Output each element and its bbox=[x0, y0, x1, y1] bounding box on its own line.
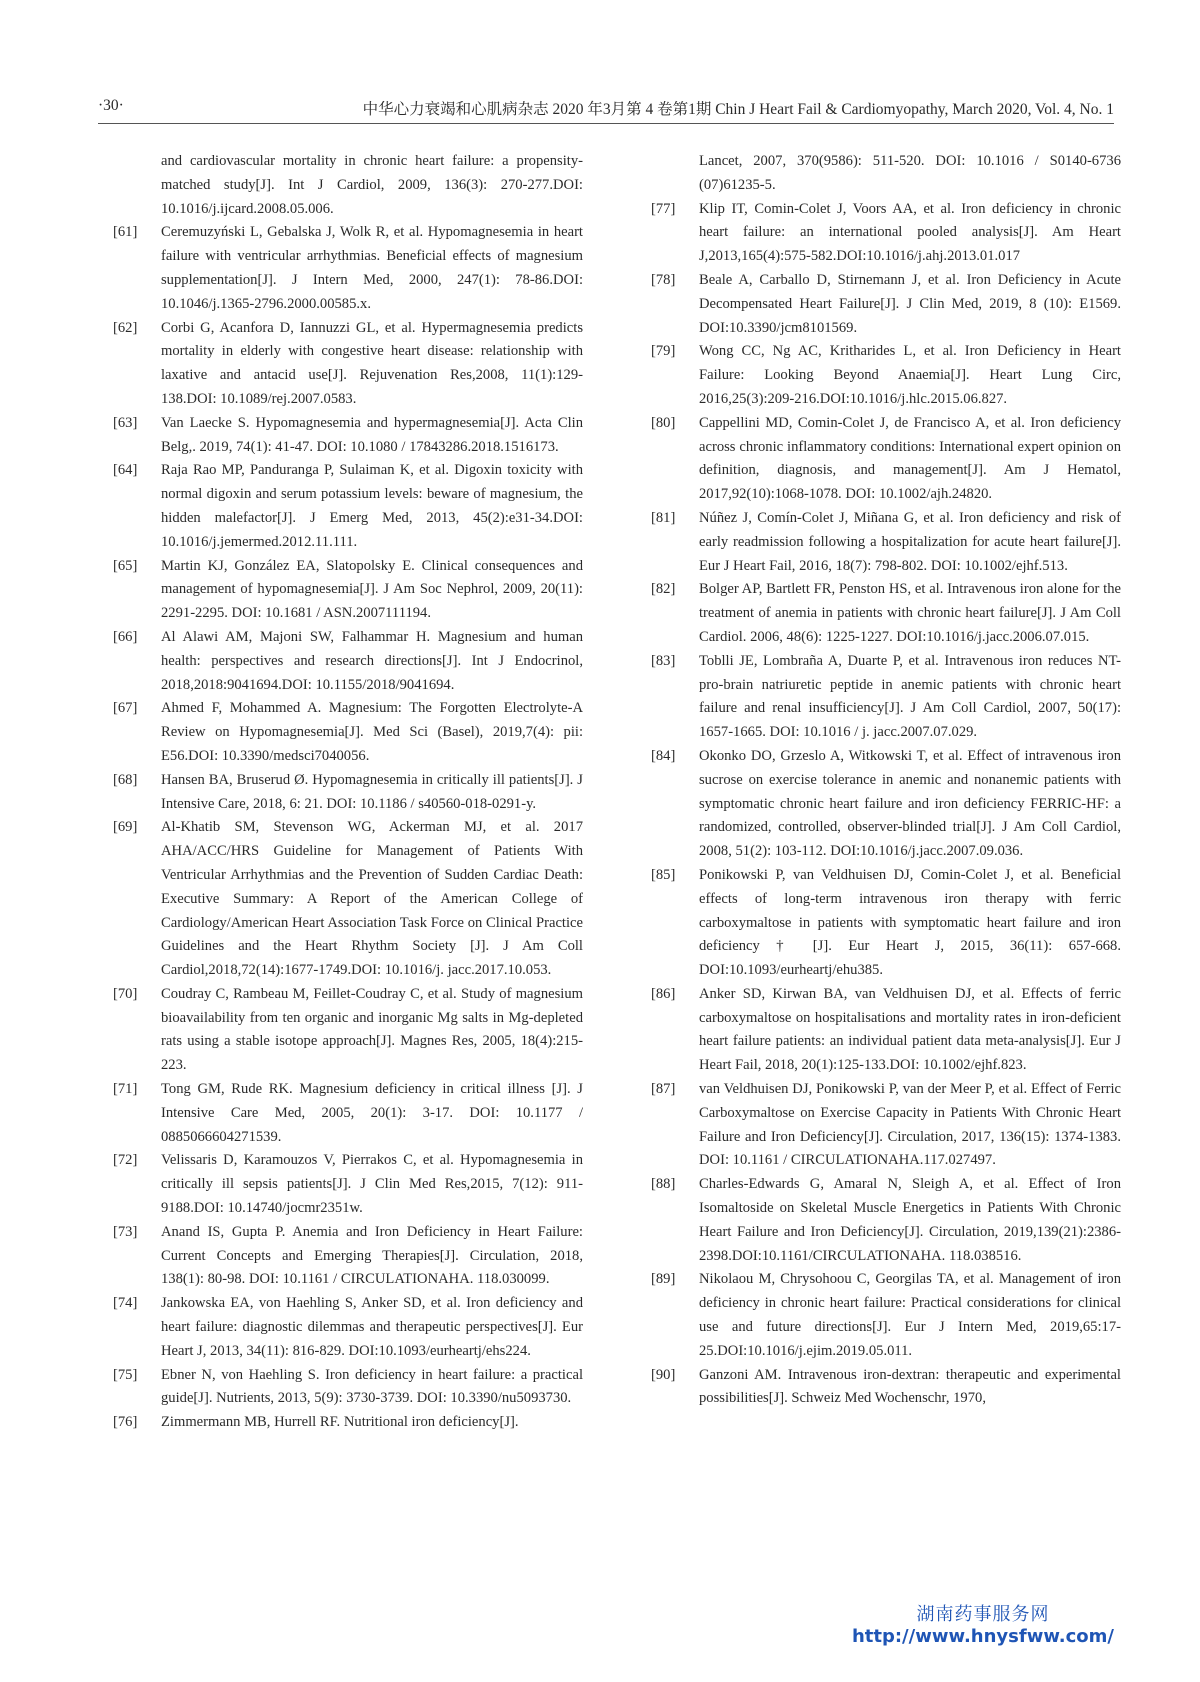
reference-number: [71] bbox=[113, 1081, 138, 1098]
reference-entry bbox=[651, 983, 1121, 1078]
reference-text: Van Laecke S. Hypomagnesemia and hypermagnesemia[J]. Acta Clin Belg,. 2019, 74(1): 41-47. DOI: 10.1080 / 17843286.2018.1516173. bbox=[161, 414, 583, 455]
reference-entry bbox=[651, 269, 1121, 340]
reference-number: [89] bbox=[651, 1271, 676, 1288]
reference-entry bbox=[113, 697, 583, 768]
reference-text: Ganzoni AM. Intravenous iron-dextran: therapeutic and experimental possibilities[J]. Schweiz Med Wochenschr, 1970, bbox=[699, 1366, 1121, 1407]
reference-text: Wong CC, Ng AC, Kritharides L, et al. Iron Deficiency in Heart Failure: Looking Beyond Anaemia[J]. Heart Lung Circ, 2016,25(3):209-216.DOI:10.1016/j.hlc.2015.06.827. bbox=[699, 343, 1121, 407]
reference-number: [77] bbox=[651, 200, 676, 217]
reference-entry bbox=[113, 1149, 583, 1220]
reference-number: [67] bbox=[113, 700, 138, 717]
reference-text: Ceremuzyński L, Gebalska J, Wolk R, et al. Hypomagnesemia in heart failure with ventricular arrhythmias. Beneficial effects of magnesium supplementation[J]. J Intern Med, 2000, 247(1): 78-86.DOI: 10.1046/j.1365-2796.2000.00585.x. bbox=[161, 224, 583, 312]
reference-number: [72] bbox=[113, 1152, 138, 1169]
header-rule bbox=[98, 123, 1114, 124]
reference-number: [61] bbox=[113, 224, 138, 241]
reference-text: Zimmermann MB, Hurrell RF. Nutritional iron deficiency[J]. bbox=[161, 1414, 519, 1431]
reference-text: van Veldhuisen DJ, Ponikowski P, van der Meer P, et al. Effect of Ferric Carboxymaltose on Exercise Capacity in Patients With Chronic Heart Failure and Iron Deficiency[J]. Circulation, 2017, 136(15): 1374-1383. DOI: 10.1161 / CIRCULATIONAHA.117.027497. bbox=[699, 1081, 1121, 1169]
reference-number: [76] bbox=[113, 1414, 138, 1431]
reference-number: [84] bbox=[651, 747, 676, 764]
reference-text: Bolger AP, Bartlett FR, Penston HS, et al. Intravenous iron alone for the treatment of anemia in patients with chronic heart failure[J]. J Am Coll Cardiol. 2006, 48(6): 1225-1227. DOI:10.1016/j.jacc.2006.07.015. bbox=[699, 581, 1121, 645]
reference-text: and cardiovascular mortality in chronic heart failure: a propensity-matched study[J]. Int J Cardiol, 2009, 136(3): 270-277.DOI: 10.1016/j.ijcard.2008.05.006. bbox=[161, 153, 583, 217]
reference-number: [69] bbox=[113, 819, 138, 836]
reference-entry bbox=[651, 507, 1121, 578]
reference-number: [63] bbox=[113, 414, 138, 431]
reference-number: [85] bbox=[651, 866, 676, 883]
reference-text: Velissaris D, Karamouzos V, Pierrakos C, et al. Hypomagnesemia in critically ill sepsis patients[J]. J Clin Med Res,2015, 7(12): 911-9188.DOI: 10.14740/jocmr2351w. bbox=[161, 1152, 583, 1217]
reference-number: [80] bbox=[651, 414, 676, 431]
reference-text: Corbi G, Acanfora D, Iannuzzi GL, et al. Hypermagnesemia predicts mortality in elderly with congestive heart disease: relationship with laxative and antacid use[J]. Rejuvenation Res,2008, 11(1):129-138.DOI: 10.1089/rej.2007.0583. bbox=[161, 319, 583, 407]
reference-text: Al Alawi AM, Majoni SW, Falhammar H. Magnesium and human health: perspectives and research directions[J]. Int J Endocrinol, 2018,2018:9041694.DOI: 10.1155/2018/9041694. bbox=[161, 628, 583, 693]
reference-text: Ahmed F, Mohammed A. Magnesium: The Forgotten Electrolyte-A Review on Hypomagnesemia[J]. Med Sci (Basel), 2019,7(4): pii: E56.DOI: 10.3390/medsci7040056. bbox=[161, 700, 583, 764]
reference-text: Tong GM, Rude RK. Magnesium deficiency in critical illness [J]. J Intensive Care Med, 2005, 20(1): 3-17. DOI: 10.1177 / 0885066604271539. bbox=[161, 1081, 583, 1145]
reference-text: Jankowska EA, von Haehling S, Anker SD, et al. Iron deficiency and heart failure: diagnostic dilemmas and therapeutic perspectives[J]. Eur Heart J, 2013, 34(11): 816-829. DOI:10.1093/eurheartj/ehs224. bbox=[161, 1295, 583, 1359]
page-header bbox=[98, 97, 1114, 119]
reference-entry bbox=[651, 198, 1121, 269]
reference-text: Raja Rao MP, Panduranga P, Sulaiman K, et al. Digoxin toxicity with normal digoxin and serum potassium levels: beware of magnesium, the hidden malefactor[J]. J Emerg Med, 2013, 45(2):e31-34.DOI: 10.1016/j.jemermed.2012.11.111. bbox=[161, 462, 583, 550]
reference-number: [86] bbox=[651, 985, 676, 1002]
reference-entry bbox=[113, 1364, 583, 1412]
reference-text: Okonko DO, Grzeslo A, Witkowski T, et al. Effect of intravenous iron sucrose on exercise tolerance in anemic and nonanemic patients with symptomatic chronic heart failure and iron deficiency FERRIC-HF: a randomized, controlled, observer-blinded trial[J]. J Am Coll Cardiol, 2008, 51(2): 103-112. DOI:10.1016/j.jacc.2007.09.036. bbox=[699, 747, 1121, 860]
reference-text: Al-Khatib SM, Stevenson WG, Ackerman MJ, et al. 2017 AHA/ACC/HRS Guideline for Management of Patients With Ventricular Arrhythmias and the Prevention of Sudden Cardiac Death: Executive Summary: A Report of the American College of Cardiology/American Heart Association Task Force on Clinical Practice Guidelines and the Heart Rhythm Society [J]. J Am Coll Cardiol,2018,72(14):1677-1749.DOI: 10.1016/j. jacc.2017.10.053. bbox=[161, 819, 583, 979]
reference-number: [73] bbox=[113, 1223, 138, 1240]
reference-text: Hansen BA, Bruserud Ø. Hypomagnesemia in critically ill patients[J]. J Intensive Care, 2018, 6: 21. DOI: 10.1186 / s40560-018-0291-y. bbox=[161, 771, 583, 812]
reference-entry bbox=[113, 626, 583, 697]
reference-number: [87] bbox=[651, 1081, 676, 1098]
reference-number: [68] bbox=[113, 771, 138, 788]
left-reference-column bbox=[113, 150, 583, 1435]
right-reference-column bbox=[651, 150, 1121, 1411]
reference-entry bbox=[651, 1268, 1121, 1363]
reference-text: Klip IT, Comin-Colet J, Voors AA, et al. Iron deficiency in chronic heart failure: an international pooled analysis[J]. Am Heart J,2013,165(4):575-582.DOI:10.1016/j.ahj.2013.01.017 bbox=[699, 200, 1121, 265]
reference-entry bbox=[113, 317, 583, 412]
reference-number: [90] bbox=[651, 1366, 676, 1383]
reference-number: [78] bbox=[651, 271, 676, 288]
reference-entry bbox=[113, 150, 583, 221]
reference-number: [75] bbox=[113, 1366, 138, 1383]
watermark-site-name: 湖南药事服务网 bbox=[916, 1604, 1050, 1625]
reference-text: Ebner N, von Haehling S. Iron deficiency in heart failure: a practical guide[J]. Nutrients, 2013, 5(9): 3730-3739. DOI: 10.3390/nu5093730. bbox=[161, 1366, 583, 1407]
page-number: ·30· bbox=[98, 97, 124, 114]
reference-text: Cappellini MD, Comin-Colet J, de Francisco A, et al. Iron deficiency across chronic inflammatory conditions: International expert opinion on definition, diagnosis, and management[J]. Am J Hematol, 2017,92(10):1068-1078. DOI: 10.1002/ajh.24820. bbox=[699, 414, 1121, 503]
reference-text: Coudray C, Rambeau M, Feillet-Coudray C, et al. Study of magnesium bioavailability from ten organic and inorganic Mg salts in Mg-depleted rats using a stable isotope approach[J]. Magnes Res, 2005, 18(4):215-223. bbox=[161, 985, 583, 1074]
reference-text: Núñez J, Comín-Colet J, Miñana G, et al. Iron deficiency and risk of early readmission following a hospitalization for acute heart failure[J]. Eur J Heart Fail, 2016, 18(7): 798-802. DOI: 10.1002/ejhf.513. bbox=[699, 509, 1121, 574]
reference-number: [62] bbox=[113, 319, 138, 336]
reference-entry bbox=[113, 459, 583, 554]
reference-entry bbox=[651, 150, 1121, 198]
reference-number: [82] bbox=[651, 581, 676, 598]
reference-entry bbox=[651, 578, 1121, 649]
reference-entry bbox=[113, 221, 583, 316]
reference-text: Anand IS, Gupta P. Anemia and Iron Deficiency in Heart Failure: Current Concepts and Emerging Therapies[J]. Circulation, 2018, 138(1): 80-98. DOI: 10.1161 / CIRCULATIONAHA. 118.030099. bbox=[161, 1223, 583, 1288]
reference-text: Toblli JE, Lombraña A, Duarte P, et al. Intravenous iron reduces NT-pro-brain natriuretic peptide in anemic patients with chronic heart failure and renal insufficiency[J]. J Am Coll Cardiol, 2007, 50(17): 1657-1665. DOI: 10.1016 / j. jacc.2007.07.029. bbox=[699, 652, 1121, 741]
reference-entry bbox=[113, 555, 583, 626]
reference-number: [66] bbox=[113, 628, 138, 645]
reference-number: [70] bbox=[113, 985, 138, 1002]
watermark bbox=[852, 1600, 1114, 1647]
reference-entry bbox=[113, 1292, 583, 1363]
journal-running-title: 中华心力衰竭和心肌病杂志 2020 年3月第 4 卷第1期 Chin J Heart Fail & Cardiomyopathy, March 2020, Vol. 4, No. 1 bbox=[362, 101, 1114, 118]
reference-entry bbox=[113, 1221, 583, 1292]
reference-text: Anker SD, Kirwan BA, van Veldhuisen DJ, et al. Effects of ferric carboxymaltose on hospitalisations and mortality rates in iron-deficient heart failure patients: an individual patient data meta-analysis[J]. Eur J Heart Fail, 2018, 20(1):125-133.DOI: 10.1002/ejhf.823. bbox=[699, 985, 1121, 1074]
reference-text: Martin KJ, González EA, Slatopolsky E. Clinical consequences and management of hypomagnesemia[J]. J Am Soc Nephrol, 2009, 20(11): 2291-2295. DOI: 10.1681 / ASN.2007111194. bbox=[161, 557, 583, 622]
reference-entry bbox=[651, 1173, 1121, 1268]
reference-text: Ponikowski P, van Veldhuisen DJ, Comin-Colet J, et al. Beneficial effects of long-term intravenous iron therapy with ferric carboxymaltose in patients with symptomatic heart failure and iron deficiency † [J]. Eur Heart J, 2015, 36(11): 657-668. DOI:10.1093/eurheartj/ehu385. bbox=[699, 866, 1121, 979]
reference-entry bbox=[113, 816, 583, 983]
reference-entry bbox=[651, 650, 1121, 745]
reference-number: [79] bbox=[651, 343, 676, 360]
reference-entry bbox=[651, 864, 1121, 983]
reference-number: [64] bbox=[113, 462, 138, 479]
reference-number: [81] bbox=[651, 509, 676, 526]
reference-entry bbox=[651, 340, 1121, 411]
reference-entry bbox=[113, 769, 583, 817]
reference-text: Nikolaou M, Chrysohoou C, Georgilas TA, et al. Management of iron deficiency in chronic heart failure: Practical considerations for clinical use and future directions[J]. Eur J Intern Med, 2019,65:17-25.DOI:10.1016/j.ejim.2019.05.011. bbox=[699, 1271, 1121, 1359]
reference-entry bbox=[113, 983, 583, 1078]
reference-text: Charles-Edwards G, Amaral N, Sleigh A, et al. Effect of Iron Isomaltoside on Skeletal Muscle Energetics in Patients With Chronic Heart Failure and Iron Deficiency[J]. Circulation, 2019,139(21):2386-2398.DOI:10.1161/CIRCULATIONAHA. 118.038516. bbox=[699, 1176, 1121, 1264]
reference-text: Lancet, 2007, 370(9586): 511-520. DOI: 10.1016 / S0140-6736 (07)61235-5. bbox=[699, 153, 1121, 193]
reference-entry bbox=[113, 412, 583, 460]
reference-entry bbox=[651, 1078, 1121, 1173]
reference-number: [74] bbox=[113, 1295, 138, 1312]
reference-entry bbox=[651, 412, 1121, 507]
reference-entry bbox=[651, 1364, 1121, 1412]
reference-entry bbox=[113, 1411, 583, 1435]
reference-text: Beale A, Carballo D, Stirnemann J, et al. Iron Deficiency in Acute Decompensated Heart Failure[J]. J Clin Med, 2019, 8 (10): E1569. DOI:10.3390/jcm8101569. bbox=[699, 271, 1121, 336]
reference-number: [65] bbox=[113, 557, 138, 574]
reference-entry bbox=[113, 1078, 583, 1149]
reference-entry bbox=[651, 745, 1121, 864]
reference-number: [83] bbox=[651, 652, 676, 669]
watermark-url[interactable]: http://www.hnysfww.com/ bbox=[851, 1626, 1114, 1647]
reference-number: [88] bbox=[651, 1176, 676, 1193]
